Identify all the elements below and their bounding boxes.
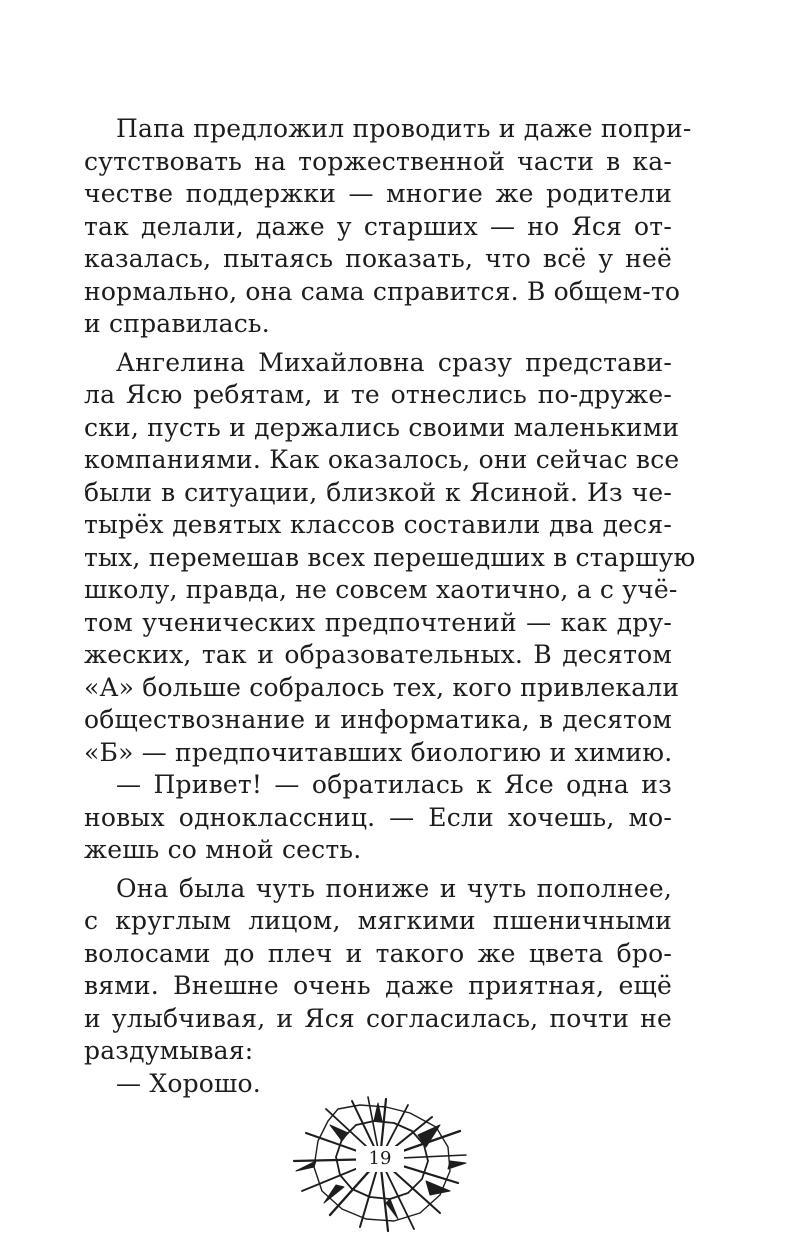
text-line: обществознание и информатика, в десятом (84, 705, 672, 734)
text-line: том ученических предпочтений — как дру- (84, 607, 672, 637)
text-line: честве поддержки — многие же родители (84, 179, 672, 208)
text-line: с круглым лицом, мягкими пшеничными (84, 906, 672, 935)
text-line: новых одноклассниц. — Если хочешь, мо- (84, 802, 672, 832)
paragraph (84, 347, 696, 770)
text-line: «Б» — предпочитавших биологию и химию. (84, 737, 673, 767)
page-number: 19 (368, 1148, 392, 1169)
text-line: «А» больше собралось тех, кого привлекали (84, 672, 680, 702)
text-line: компаниями. Как оказалось, они сейчас все (84, 445, 680, 474)
text-line: ла Ясю ребятам, и те отнеслись по-друже- (84, 380, 672, 409)
text-line: тых, перемешав всех перешедших в старшую (84, 542, 696, 572)
body-text (84, 113, 696, 1100)
text-line: — Хорошо. (116, 1068, 261, 1098)
text-line: вями. Внешне очень даже приятная, ещё (84, 971, 672, 1000)
paragraph (84, 873, 672, 1068)
text-line: — Привет! — обратилась к Ясе одна из (116, 770, 672, 799)
text-line: сутствовать на торжественной части в ка- (84, 146, 672, 176)
text-line: ски, пусть и держались своими маленькими (84, 412, 680, 442)
text-line: Ангелина Михайловна сразу представи- (116, 347, 672, 377)
text-line: и улыбчивая, и Яся согласилась, почти не (84, 1003, 672, 1033)
text-line: так делали, даже у старших — но Яся от- (84, 211, 672, 241)
paragraph (84, 769, 672, 867)
text-line: тырёх девятых классов составили два деся- (84, 510, 672, 539)
text-line: были в ситуации, близкой к Ясиной. Из че- (84, 477, 672, 507)
text-line: раздумывая: (84, 1036, 254, 1065)
text-line: казалась, пытаясь показать, что всё у неё (84, 244, 672, 273)
text-line: Она была чуть пониже и чуть пополнее, (116, 873, 672, 903)
text-line: жеских, так и образовательных. В десятом (84, 640, 672, 669)
paragraph (84, 113, 692, 341)
text-line: жешь со мной сесть. (84, 835, 362, 864)
text-line: волосами до плеч и такого же цвета бро- (84, 938, 672, 968)
text-line: и справилась. (84, 309, 270, 338)
text-line: школу, правда, не совсем хаотично, а с учё- (84, 575, 678, 604)
text-line: Папа предложил проводить и даже попри- (116, 114, 692, 143)
text-line: нормально, она сама справится. В общем-то (84, 276, 681, 306)
